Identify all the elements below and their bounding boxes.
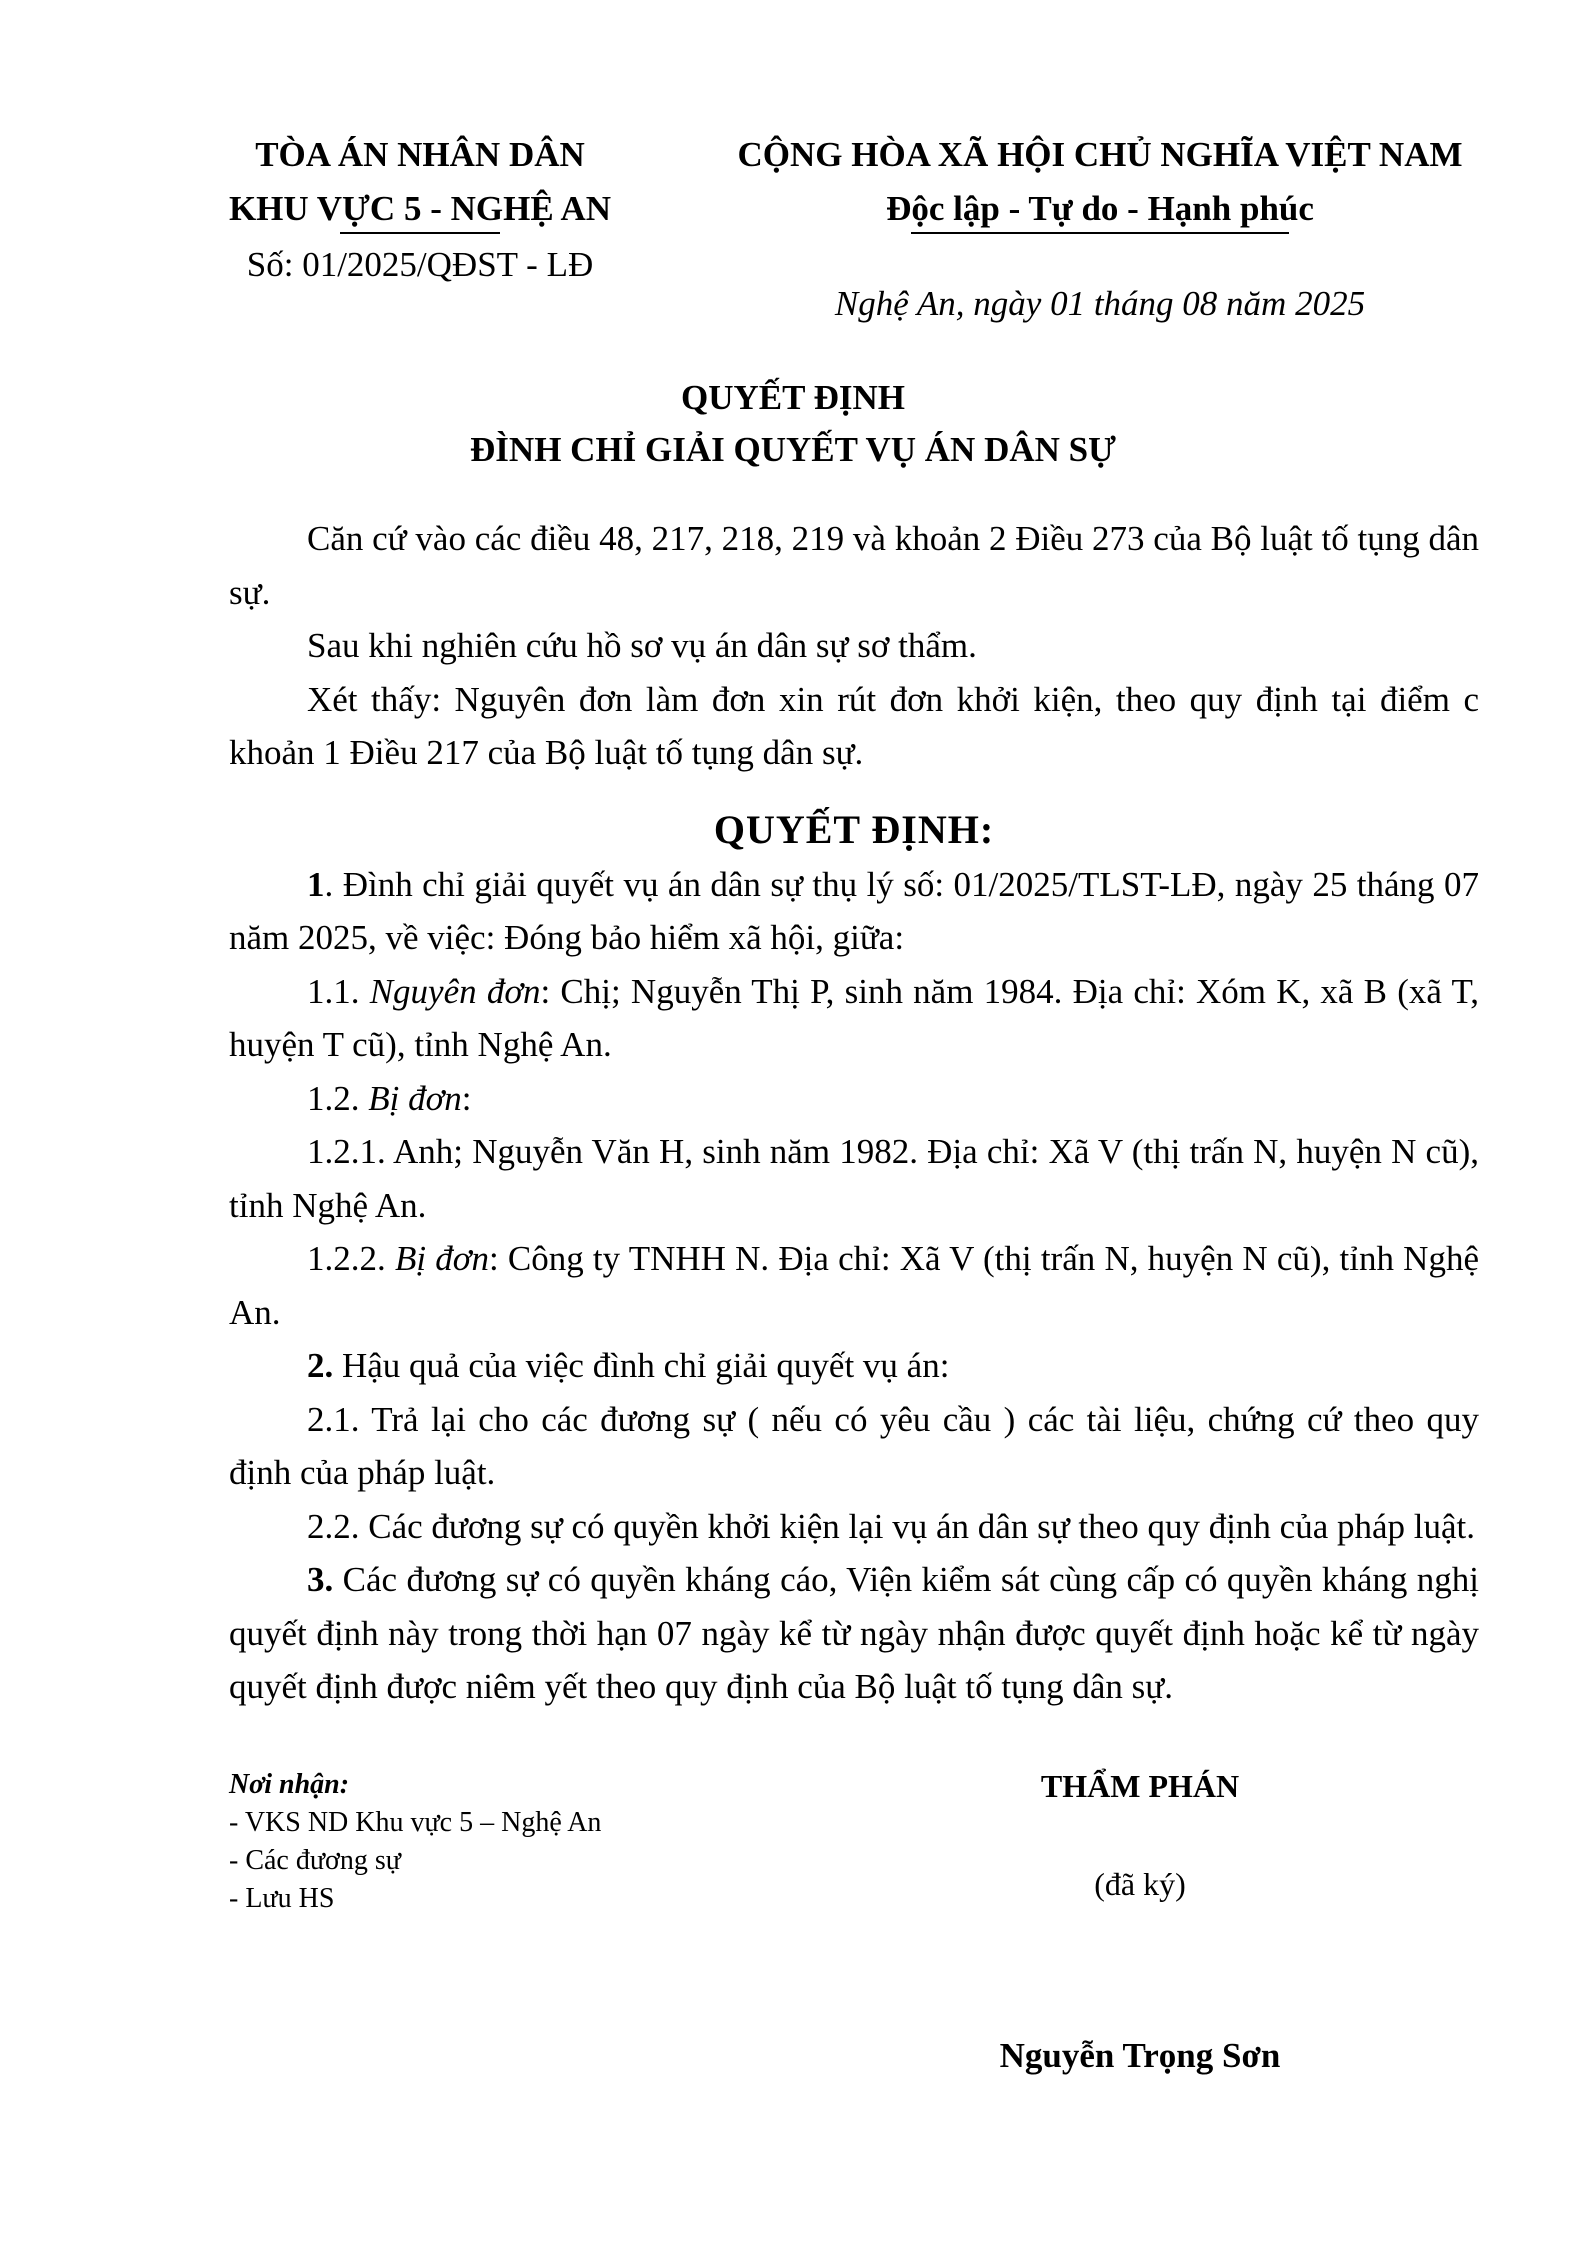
recipients-heading: Nơi nhận: <box>229 1769 350 1800</box>
document-body <box>229 512 1479 1714</box>
finding-paragraph: Xét thấy: Nguyên đơn làm đơn xin rút đơn khởi kiện, theo quy định tại điểm c khoản 1 Điều 217 của Bộ luật tố tụng dân sự. <box>229 679 1479 772</box>
defendant-label: Bị đơn <box>394 1239 489 1278</box>
signer-name: Nguyễn Trọng Sơn <box>999 2036 1281 2075</box>
recipient-item: - Các đương sự <box>229 1845 401 1876</box>
document-number: Số: 01/2025/QĐST - LĐ <box>246 245 594 284</box>
item-text: : <box>461 1078 472 1118</box>
court-name-line2: KHU VỰC 5 - NGHỆ AN <box>228 189 612 228</box>
defendant-label: Bị đơn <box>368 1078 462 1118</box>
decision-heading: QUYẾT ĐỊNH: <box>713 806 995 852</box>
decision-item-2-2: 2.2. Các đương sự có quyền khởi kiện lại vụ án dân sự theo quy định của pháp luật. <box>307 1506 1476 1546</box>
title-line2: ĐÌNH CHỈ GIẢI QUYẾT VỤ ÁN DÂN SỰ <box>470 430 1116 469</box>
signed-note: (đã ký) <box>1094 1866 1186 1902</box>
document-title <box>0 372 1586 476</box>
decision-item-2 <box>229 1339 1479 1393</box>
decision-item-1 <box>229 858 1479 965</box>
item-text: : Chị; Nguyễn Thị P, sinh năm 1984. Địa chỉ: Xóm K, xã B (xã T, huyện T cũ), tỉnh Nghệ An. <box>229 971 1479 1064</box>
national-header <box>700 128 1500 234</box>
recipients-block <box>229 1766 749 1918</box>
legal-basis-paragraph: Căn cứ vào các điều 48, 217, 218, 219 và khoản 2 Điều 273 của Bộ luật tố tụng dân sự. <box>229 519 1479 612</box>
signature-block <box>930 1766 1350 2078</box>
decision-item-1-2 <box>229 1072 1479 1126</box>
title-line1: QUYẾT ĐỊNH <box>681 378 905 417</box>
signer-role: THẨM PHÁN <box>1040 1768 1240 1804</box>
recipient-item: - VKS ND Khu vực 5 – Nghệ An <box>229 1807 602 1838</box>
decision-item-3 <box>229 1553 1479 1714</box>
recipient-item: - Lưu HS <box>229 1883 335 1914</box>
item-number: 1 <box>307 864 325 904</box>
issue-date: Nghệ An, ngày 01 tháng 08 năm 2025 <box>834 284 1366 323</box>
decision-item-1-1 <box>229 965 1479 1072</box>
item-text: Hậu quả của việc đình chỉ giải quyết vụ án: <box>333 1346 950 1385</box>
item-number: 2. <box>307 1346 334 1385</box>
national-motto: Độc lập - Tự do - Hạnh phúc <box>886 189 1314 228</box>
item-prefix: 1.1. <box>307 971 370 1011</box>
review-paragraph: Sau khi nghiên cứu hồ sơ vụ án dân sự sơ thẩm. <box>307 626 977 665</box>
item-number: 3. <box>307 1560 334 1599</box>
country-name: CỘNG HÒA XÃ HỘI CHỦ NGHĨA VIỆT NAM <box>737 135 1463 174</box>
item-text: : Công ty TNHH N. Địa chỉ: Xã V (thị trấn N, huyện N cũ), tỉnh Nghệ An. <box>229 1239 1479 1332</box>
item-text: Các đương sự có quyền kháng cáo, Viện kiểm sát cùng cấp có quyền kháng nghị quyết định này trong thời hạn 07 ngày kể từ ngày nhận được quyết định hoặc kể từ ngày quyết định được niêm yết theo quy định của Bộ luật tố tụng dân sự. <box>229 1560 1479 1706</box>
court-name-line1: TÒA ÁN NHÂN DÂN <box>255 135 585 174</box>
decision-item-1-2-2 <box>229 1232 1479 1339</box>
item-prefix: 1.2. <box>307 1078 369 1118</box>
decision-item-2-1: 2.1. Trả lại cho các đương sự ( nếu có yêu cầu ) các tài liệu, chứng cứ theo quy định của pháp luật. <box>229 1399 1479 1492</box>
item-prefix: 1.2.2. <box>307 1239 395 1278</box>
decision-item-1-2-1: 1.2.1. Anh; Nguyễn Văn H, sinh năm 1982. Địa chỉ: Xã V (thị trấn N, huyện N cũ), tỉnh Nghệ An. <box>229 1132 1479 1225</box>
court-header <box>190 128 650 292</box>
plaintiff-label: Nguyên đơn <box>369 971 541 1011</box>
item-text: . Đình chỉ giải quyết vụ án dân sự thụ lý số: 01/2025/TLST-LĐ, ngày 25 tháng 07 năm 2025, về việc: Đóng bảo hiểm xã hội, giữa: <box>229 864 1479 957</box>
